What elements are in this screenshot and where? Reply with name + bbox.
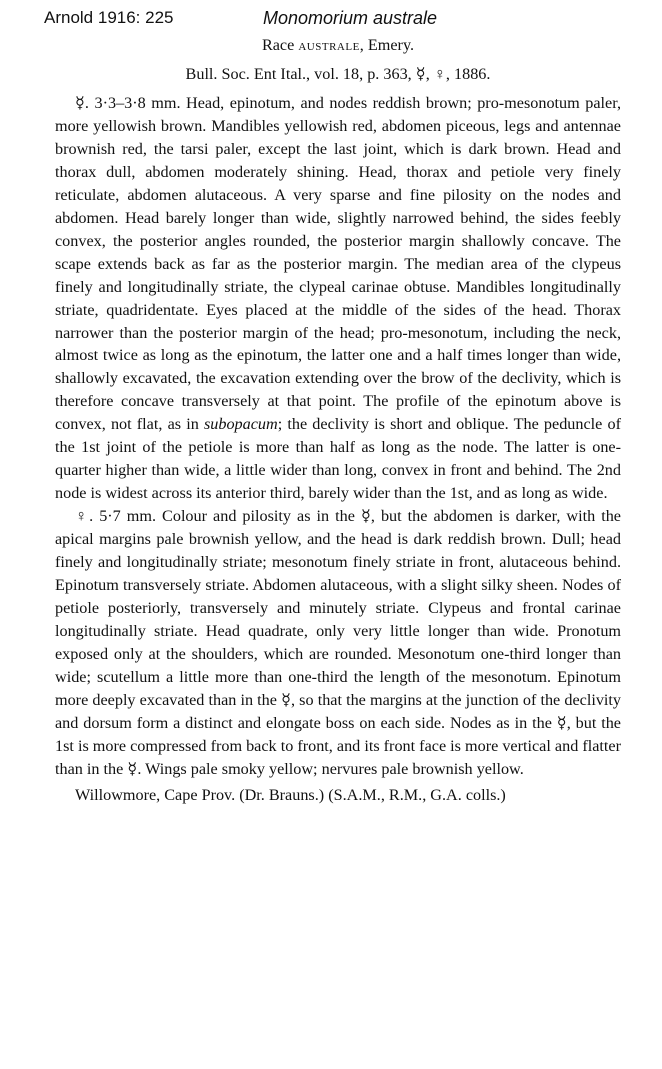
worker-description-part1: ☿. 3·3–3·8 mm. Head, epinotum, and nodes reddish brown; pro-mesonotum paler, more yellowish brown. Mandibles yellowish red, abdomen piceous, legs and antennae brownish red, the tarsi paler, except the last joint, which is dark brown. Head and thorax dull, abdomen moderately shining. Head, thorax and petiole very finely reticulate, abdomen alutaceous. A very sparse and fine pilosity on the nodes and abdomen. Head barely longer than wide, slightly narrowed behind, the sides feebly convex, the posterior angles rounded, the posterior margin shallowly concave. The scape extends back as far as the posterior margin. The median area of the clypeus finely and longitudinally striate, the clypeal carinae obtuse. Mandibles longitudinally striate, quadridentate. Eyes placed at the middle of the sides of the head. Thorax narrower than the posterior margin of the head; pro-mesonotum, including the neck, almost twice as long as the epinotum, the latter one and a half times longer than wide, shallowly excavated, the excavation extending over the brow of the declivity, which is therefore concave transversely at that point. The profile of the epinotum above is convex, not flat, as in: [55, 94, 621, 434]
race-suffix: , Emery.: [359, 36, 415, 54]
locality-line: Willowmore, Cape Prov. (Dr. Brauns.) (S.A.M., R.M., G.A. colls.): [75, 785, 506, 804]
species-title: Monomorium australe: [263, 8, 438, 28]
worker-description: [55, 92, 621, 505]
race-heading: [55, 34, 621, 57]
bulletin-reference: Bull. Soc. Ent Ital., vol. 18, p. 363, ☿, ♀, 1886.: [185, 65, 491, 83]
race-name: australe: [298, 36, 360, 54]
race-prefix: Race: [261, 36, 299, 54]
page-header: [0, 8, 662, 32]
citation-label: Arnold 1916: 225: [44, 8, 174, 27]
female-description: ♀. 5·7 mm. Colour and pilosity as in the ☿, but the abdomen is darker, with the apical margins pale brownish yellow, and the head is dark reddish brown. Dull; head finely and longitudinally striate; mesonotum finely striate in front, alutaceous behind. Epinotum transversely striate. Abdomen alutaceous, with a slight silky sheen. Nodes of petiole posteriorly, transversely and minutely striate. Clypeus and frontal carinae longitudinally striate. Head quadrate, only very little longer than wide. Pronotum exposed only at the shoulders, which are rounded. Mesonotum one-third longer than wide; scutellum a little more than one-third the length of the mesonotum. Epinotum more deeply excavated than in the ☿, so that the margins at the junction of the declivity and dorsum form a distinct and elongate boss on each side. Nodes as in the ☿, but the 1st is more compressed from back to front, and its front face is more vertical and flatter than in the ☿. Wings pale smoky yellow; nervures pale brownish yellow.: [55, 507, 621, 778]
worker-description-part2: ; the declivity is short and oblique. The peduncle of the 1st joint of the petiole is more than half as long as the node. The latter is one-quarter higher than wide, a little wider than long, convex in front and behind. The 2nd node is widest across its anterior third, barely wider than the 1st, and as long as wide.: [55, 415, 621, 503]
worker-description-italic: subopacum: [203, 415, 278, 434]
document-body: [55, 34, 621, 807]
